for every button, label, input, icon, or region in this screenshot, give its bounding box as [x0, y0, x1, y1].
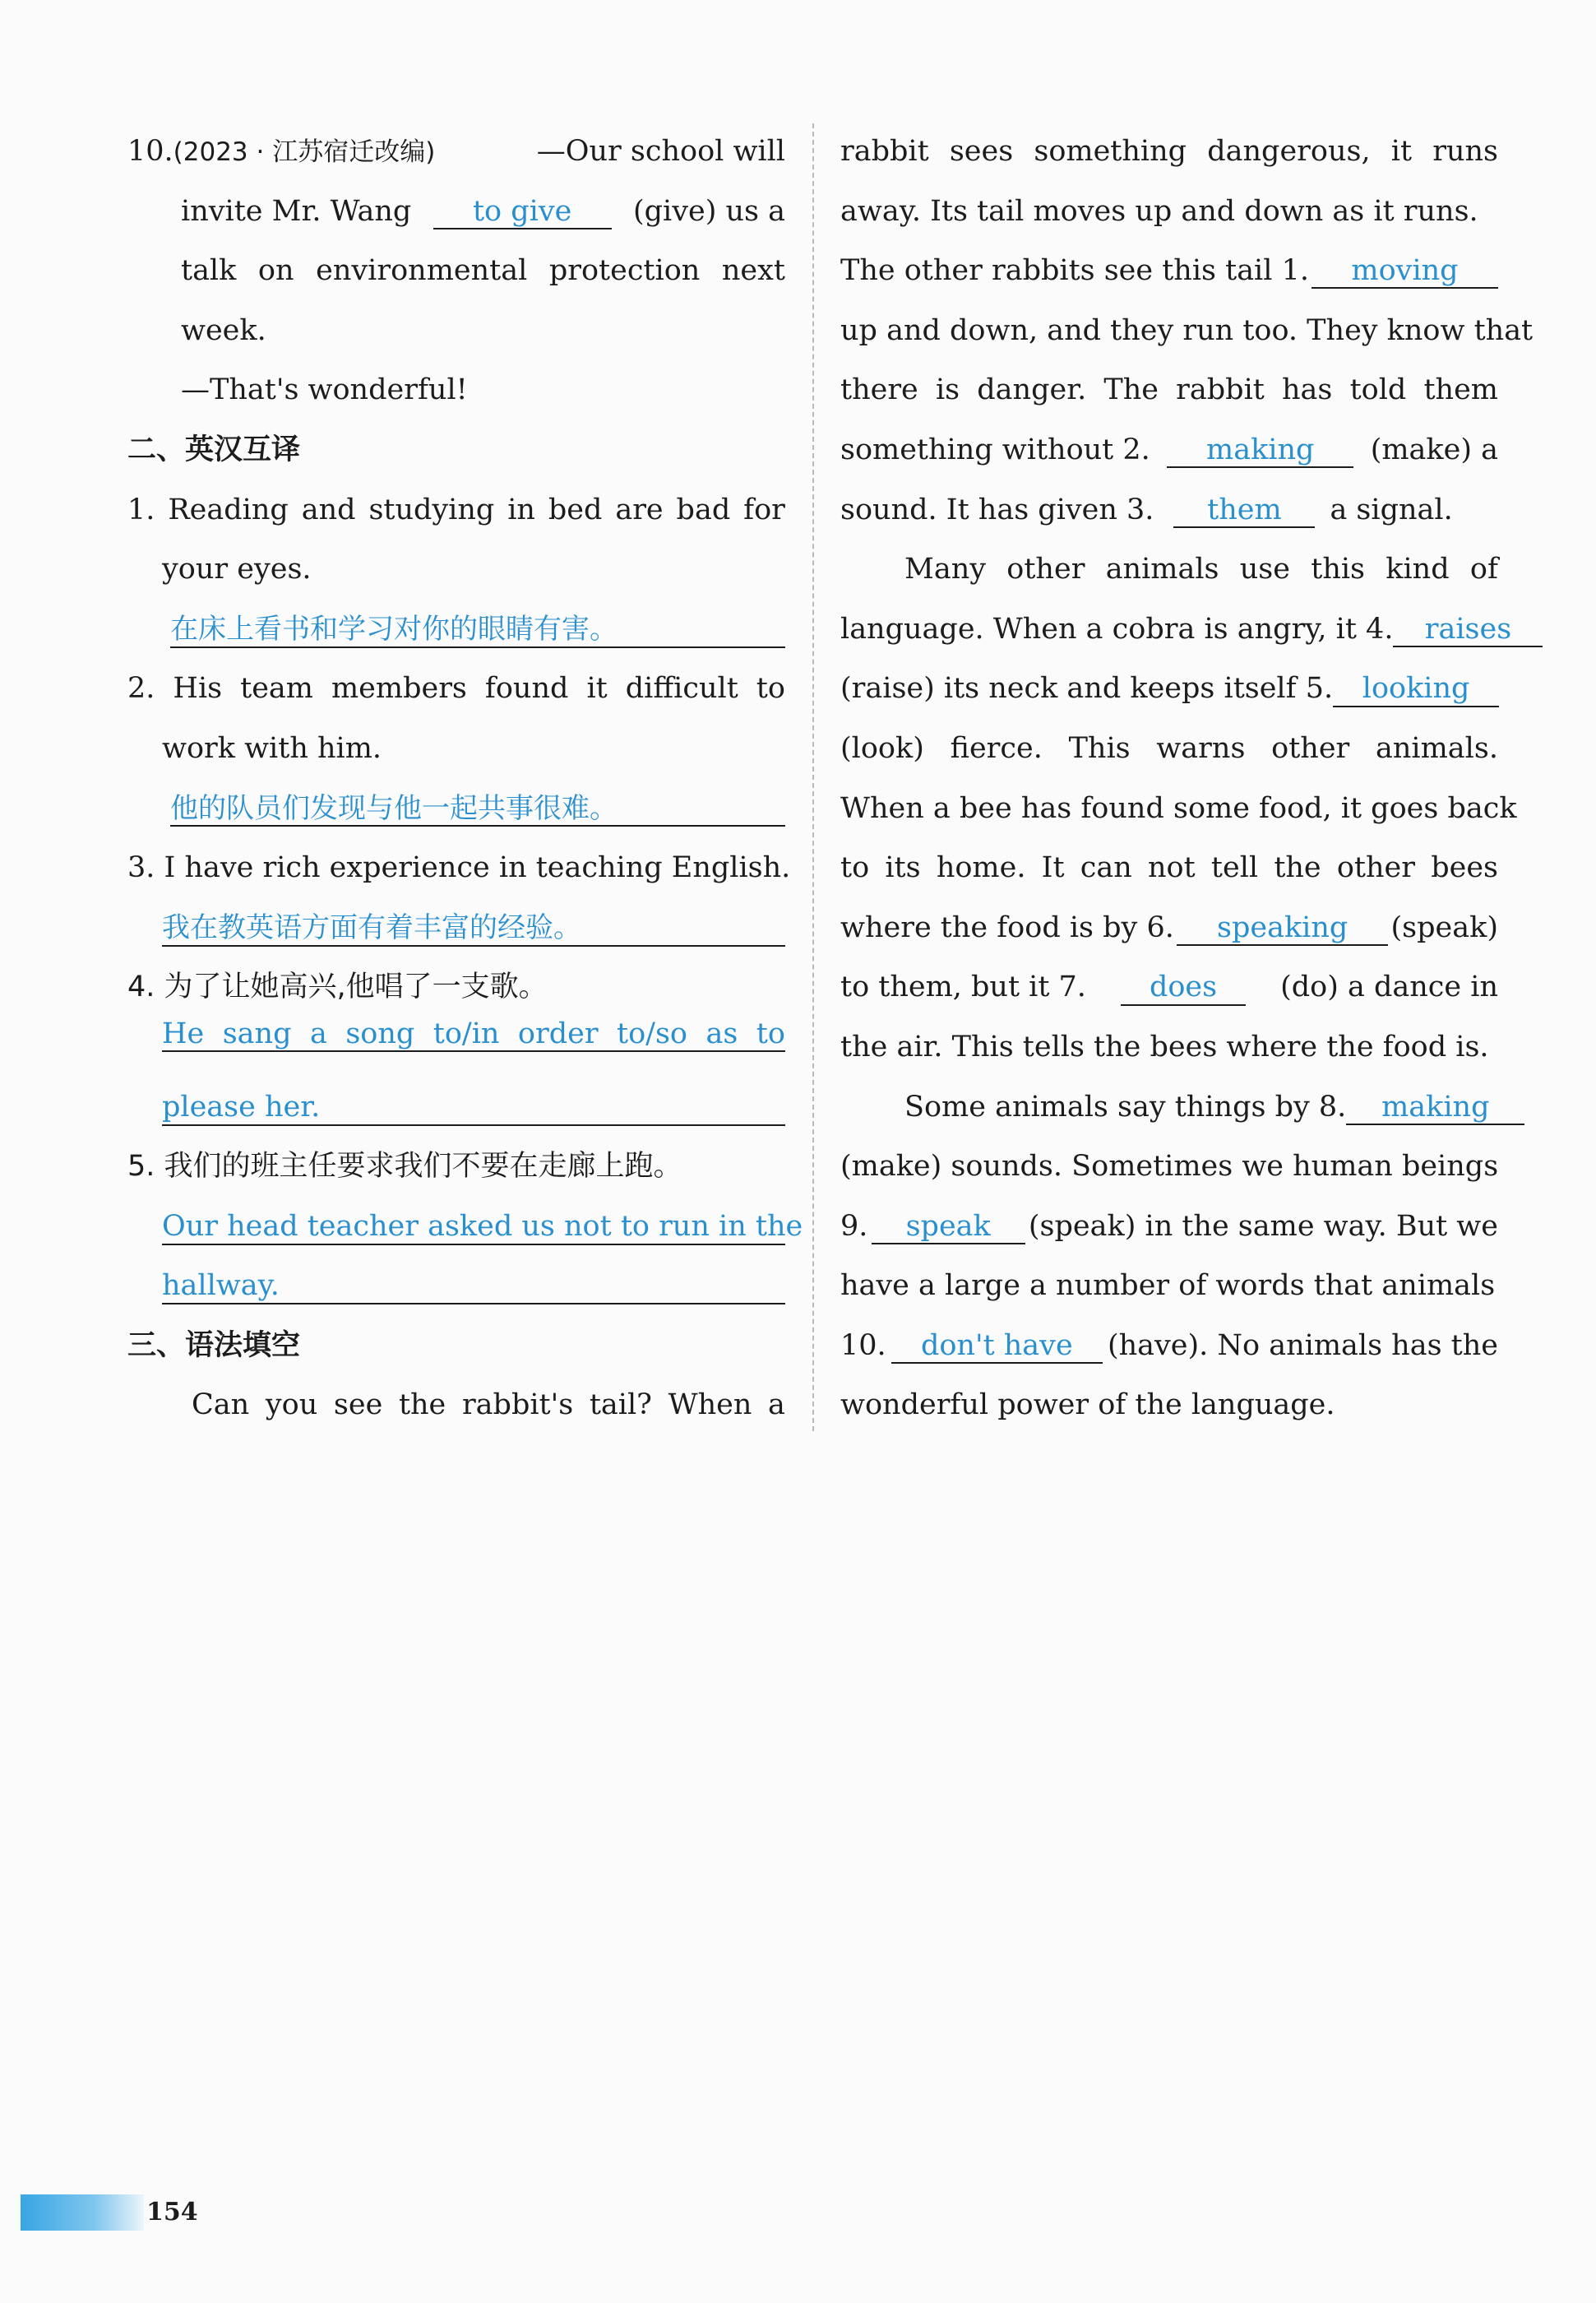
section-2-title: 二、英汉互译 [127, 433, 301, 466]
word: sees [949, 135, 1014, 168]
r-line-2 [840, 182, 1498, 242]
section-3-title: 三、语法填空 [127, 1328, 301, 1362]
word: other [1271, 731, 1350, 765]
word: fierce. [950, 731, 1043, 765]
word: 1. [127, 493, 155, 526]
word: there [840, 373, 918, 407]
word: The [1103, 373, 1159, 407]
q10-post: (give) us a [632, 194, 785, 228]
word: and [301, 493, 356, 526]
r-line-10 [840, 659, 1498, 719]
word: He [162, 1017, 205, 1050]
r-line-8 [840, 540, 1498, 600]
word: something [1034, 135, 1187, 168]
t1-line-2-text: your eyes. [162, 553, 312, 586]
blank-5-answer: looking [1333, 672, 1499, 707]
r-line-18-text: (make) sounds. Sometimes we human beings [840, 1150, 1499, 1184]
word: its [885, 851, 921, 885]
word: a [768, 1388, 785, 1422]
t5-line-1 [127, 1137, 785, 1197]
q10-reply: —That's wonderful! [181, 373, 468, 407]
r-line-12-text: When a bee has found some food, it goes back [840, 791, 1517, 825]
t5-text: 5. 我们的班主任要求我们不要在走廊上跑。 [127, 1150, 682, 1184]
r-line-20-text: have a large a number of words that animals [840, 1269, 1496, 1303]
word: His [173, 672, 223, 706]
word: to [840, 851, 870, 885]
word: dangerous, [1207, 135, 1371, 168]
q10-number: 10. [127, 135, 173, 168]
word: Can [192, 1388, 250, 1422]
t4-answer-2: please her. [162, 1090, 785, 1126]
t4-line-1 [127, 957, 785, 1017]
blank-2-answer: making [1167, 433, 1353, 468]
word: other [1006, 553, 1085, 586]
word: home. [936, 851, 1026, 885]
word: found [484, 672, 569, 706]
t2-answer-line [127, 779, 785, 839]
blank-10-answer: don't have [891, 1329, 1103, 1364]
t5-answer-line-1 [127, 1197, 803, 1257]
r-line-4 [840, 301, 1534, 361]
word: runs [1432, 135, 1498, 168]
r-line-16-text: the air. This tells the bees where the food is. [840, 1030, 1489, 1063]
word: bad [676, 493, 731, 526]
column-divider [812, 123, 814, 1431]
word: Many [904, 553, 987, 586]
word: song [345, 1017, 415, 1050]
r-line-18 [840, 1137, 1498, 1197]
r-line-2-text: away. Its tail moves up and down as it runs. [840, 194, 1478, 228]
left-column [127, 122, 803, 1435]
blank-7-answer: does [1121, 971, 1246, 1005]
r-line-15-post: (do) a dance in [1280, 971, 1498, 1004]
t5-answer-1: Our head teacher asked us not to run in the [162, 1209, 785, 1245]
r-line-13 [840, 838, 1498, 898]
t1-answer: 在床上看书和学习对你的眼睛有害。 [170, 613, 785, 648]
blank-6-answer: speaking [1177, 911, 1388, 946]
word: team [240, 672, 313, 706]
blank-4-answer: raises [1393, 613, 1543, 647]
passage-start-line [127, 1375, 785, 1435]
r-line-6-post: (make) a [1370, 433, 1498, 466]
r-line-21-post: (have). No animals has the [1107, 1328, 1498, 1362]
t4-answer-1 [162, 1017, 785, 1052]
word: rabbit [1176, 373, 1265, 407]
r-line-16 [840, 1017, 1498, 1077]
word: animals [1105, 553, 1219, 586]
word: bed [548, 493, 603, 526]
q10-answer: to give [433, 195, 612, 229]
r-line-22 [840, 1375, 1498, 1435]
t2-line-1 [127, 659, 785, 719]
r-line-7-text: sound. It has given 3. [840, 493, 1154, 526]
word: the [398, 1388, 446, 1422]
r-line-15-text: to them, but it 7. [840, 971, 1086, 1004]
t5-answer-2: hallway. [162, 1268, 785, 1304]
r-line-9-text: language. When a cobra is angry, it 4. [840, 612, 1394, 646]
r-line-15 [840, 957, 1498, 1017]
r-line-11 [840, 719, 1498, 779]
r-line-19-num: 9. [840, 1209, 868, 1243]
r-line-5 [840, 360, 1498, 420]
word: bees [1431, 851, 1498, 885]
r-line-14-post: (speak) [1390, 911, 1498, 944]
word: other [1336, 851, 1415, 885]
q10-line-5 [127, 360, 785, 420]
word: to [756, 672, 785, 706]
t3-answer: 我在教英语方面有着丰富的经验。 [162, 911, 785, 947]
word: kind [1386, 553, 1450, 586]
t3-line-1 [127, 838, 791, 898]
word: (look) [840, 731, 924, 765]
r-line-10-text: (raise) its neck and keeps itself 5. [840, 672, 1334, 706]
word: When [668, 1388, 752, 1422]
q10-pre: invite Mr. Wang [181, 194, 412, 228]
blank-1-answer: moving [1311, 254, 1498, 289]
word: rabbit's [461, 1388, 574, 1422]
word: see [333, 1388, 383, 1422]
q10-line-4 [127, 301, 785, 361]
word: it [586, 672, 608, 706]
word: order [517, 1017, 599, 1050]
word: in [507, 493, 535, 526]
word: as [705, 1017, 738, 1050]
q10-line-1 [127, 122, 785, 182]
word: to [756, 1017, 785, 1050]
r-line-3-text: The other rabbits see this tail 1. [840, 254, 1309, 288]
page-number-bar [21, 2194, 144, 2231]
r-line-1 [840, 122, 1498, 182]
q10-source: (2023 · 江苏宿迁改编) [173, 137, 436, 167]
r-line-7 [840, 480, 1498, 540]
word: for [743, 493, 785, 526]
word: Reading [168, 493, 289, 526]
t2-line-2 [127, 719, 785, 779]
r-line-14-text: where the food is by 6. [840, 911, 1174, 944]
r-line-3 [840, 241, 1498, 301]
t1-line-1 [127, 480, 785, 540]
r-line-21-num: 10. [840, 1328, 886, 1362]
r-line-6 [840, 420, 1498, 480]
word: this [1311, 553, 1366, 586]
word: This [1068, 731, 1131, 765]
blank-9-answer: speak [872, 1210, 1025, 1244]
word: to/in [433, 1017, 500, 1050]
word: rabbit [840, 135, 929, 168]
word: on [257, 254, 294, 288]
r-line-9 [840, 600, 1512, 660]
word: difficult [625, 672, 738, 706]
word: next [721, 254, 785, 288]
word: you [265, 1388, 318, 1422]
r-line-21 [840, 1316, 1498, 1376]
word: can [1080, 851, 1132, 885]
word: members [331, 672, 467, 706]
word: of [1469, 553, 1498, 586]
right-column [840, 122, 1534, 1435]
q10-line-3 [127, 241, 785, 301]
r-line-22-text: wonderful power of the language. [840, 1388, 1335, 1422]
word: are [615, 493, 664, 526]
r-line-6-text: something without 2. [840, 433, 1150, 466]
word: It [1041, 851, 1065, 885]
t4-answer-line-1 [127, 1017, 785, 1077]
word: a [309, 1017, 327, 1050]
word: not [1148, 851, 1196, 885]
word: tail? [589, 1388, 652, 1422]
t2-answer: 他的队员们发现与他一起共事很难。 [170, 792, 785, 827]
t4-answer-line-2 [127, 1077, 785, 1138]
t1-answer-line [127, 600, 785, 660]
word: the [1274, 851, 1321, 885]
blank-8-answer: making [1346, 1091, 1524, 1125]
word: studying [368, 493, 495, 526]
blank-3-answer: them [1173, 494, 1315, 528]
t5-answer-line-2 [127, 1256, 785, 1316]
word: environmental [316, 254, 528, 288]
t2-line-2-text: work with him. [162, 731, 382, 765]
word: to/so [617, 1017, 687, 1050]
word: tell [1210, 851, 1259, 885]
q10-line-2 [127, 182, 785, 242]
r-line-4-text: up and down, and they run too. They know that [840, 313, 1534, 347]
r-line-20 [840, 1256, 1498, 1316]
r-line-19 [840, 1197, 1498, 1257]
word: has [1282, 373, 1333, 407]
r-line-7-post: a signal. [1330, 493, 1453, 526]
q10-line-4-text: week. [181, 313, 266, 347]
page-number: 154 [146, 2198, 198, 2227]
t1-line-2 [127, 540, 785, 600]
q10-text: —Our school will [536, 135, 785, 168]
word: protection [548, 254, 701, 288]
word: told [1349, 373, 1407, 407]
word: danger. [977, 373, 1087, 407]
t4-text: 4. 为了让她高兴,他唱了一支歌。 [127, 971, 548, 1004]
r-line-19-post: (speak) in the same way. But we [1028, 1209, 1498, 1243]
word: use [1239, 553, 1290, 586]
word: animals. [1376, 731, 1498, 765]
word: talk [181, 254, 237, 288]
r-line-17 [840, 1077, 1498, 1138]
word: warns [1156, 731, 1246, 765]
r-line-14 [840, 898, 1498, 958]
word: it [1390, 135, 1413, 168]
t3-text: 3. I have rich experience in teaching English. [127, 851, 791, 885]
word: is [935, 373, 960, 407]
word: them [1423, 373, 1498, 407]
word: sang [222, 1017, 292, 1050]
r-line-17-text: Some animals say things by 8. [904, 1090, 1347, 1124]
word: 2. [127, 672, 155, 706]
t3-answer-line [127, 898, 785, 958]
r-line-12 [840, 779, 1517, 839]
